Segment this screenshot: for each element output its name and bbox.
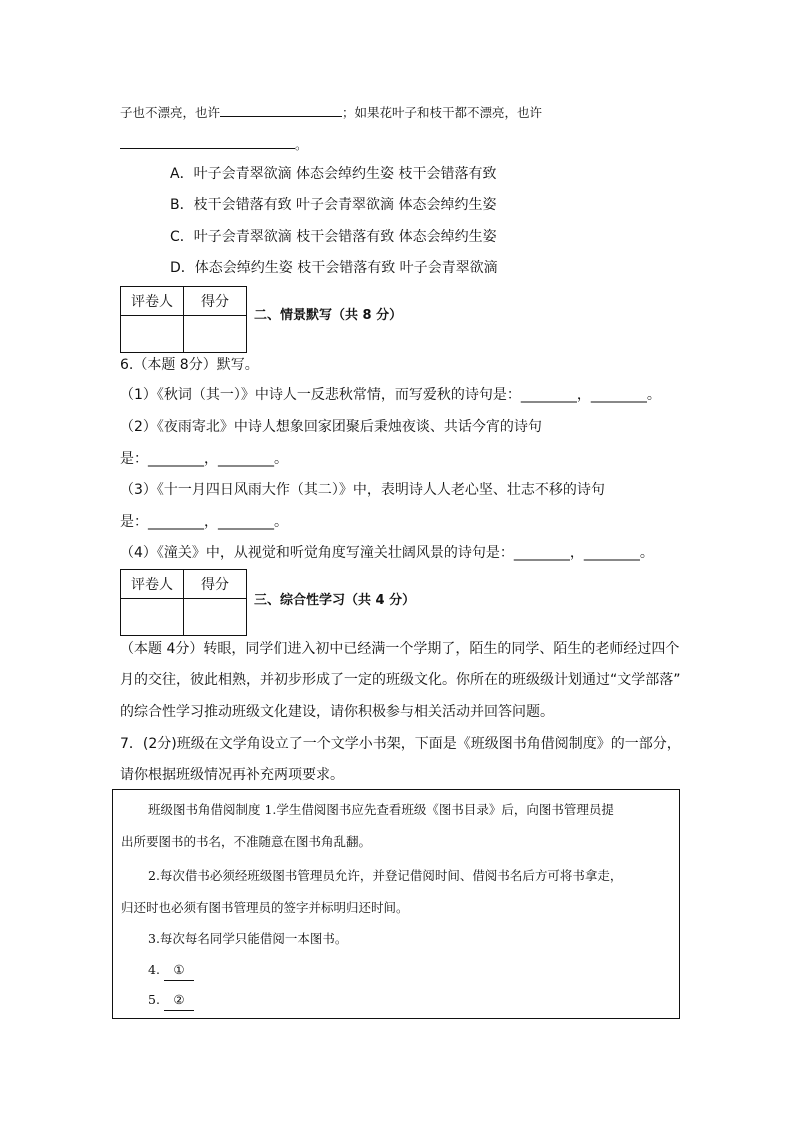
section3-intro-1: （本题 4分）转眼，同学们进入初中已经满一个学期了，陌生的同学、陌生的老师经过四个 <box>120 641 680 657</box>
grader-cell <box>121 599 184 636</box>
rule-3: 3.每次每名同学只能借阅一本图书。 <box>148 931 348 946</box>
section3-title: 三、综合性学习（共 4 分） <box>254 593 416 608</box>
score-table-1 <box>120 286 247 353</box>
q6-title: 6.（本题 8分）默写。 <box>120 357 259 373</box>
q6-item3b: 是：________，________。 <box>120 514 288 530</box>
rule-5-number: 5. <box>148 992 160 1007</box>
rule-2b: 归还时也必须有图书管理员的签字并标明归还时间。 <box>121 900 409 915</box>
q5-line2 <box>120 134 308 155</box>
rule-4-number: 4. <box>148 962 160 977</box>
rule-5-blank: ② <box>164 990 194 1011</box>
option-c: C．叶子会青翠欲滴 枝干会错落有致 体态会绰约生姿 <box>170 229 497 245</box>
q7-line1: 7．(2分)班级在文学角设立了一个文学小书架，下面是《班级图书角借阅制度》的一部分， <box>120 736 681 752</box>
score-cell <box>184 316 247 353</box>
grader-cell <box>121 316 184 353</box>
q5-line1-text-b: ；如果花叶子和枝干都不漂亮，也许 <box>342 105 543 120</box>
rule-1a: 班级图书角借阅制度 1.学生借阅图书应先查看班级《图书目录》后，向图书管理员提 <box>148 802 614 817</box>
q5-line2-end: 。 <box>295 137 308 152</box>
answer-blank <box>120 134 295 149</box>
grader-header: 评卷人 <box>121 570 184 599</box>
rules-box <box>112 789 680 1019</box>
rule-5 <box>148 990 194 1011</box>
section3-intro-2: 月的交往，彼此相熟，并初步形成了一定的班级文化。你所在的班级级计划通过“文学部落” <box>120 672 681 688</box>
option-b: B．枝干会错落有致 叶子会青翠欲滴 体态会绰约生姿 <box>170 197 497 213</box>
option-d: D．体态会绰约生姿 枝干会错落有致 叶子会青翠欲滴 <box>170 260 498 276</box>
score-table-2 <box>120 569 247 636</box>
grader-header: 评卷人 <box>121 287 184 316</box>
q6-item3a: （3）《十一月四日风雨大作（其二）》中，表明诗人人老心坚、壮志不移的诗句 <box>120 482 605 498</box>
score-header: 得分 <box>184 287 247 316</box>
rule-4 <box>148 960 194 981</box>
q6-item4: （4）《潼关》中，从视觉和听觉角度写潼关壮阔风景的诗句是：________，________。 <box>120 545 654 561</box>
option-a: A．叶子会青翠欲滴 体态会绰约生姿 枝干会错落有致 <box>170 166 497 182</box>
q6-item1: （1）《秋词（其一）》中诗人一反悲秋常情，而写爱秋的诗句是：________，________。 <box>120 387 661 403</box>
q6-item2a: （2）《夜雨寄北》中诗人想象回家团聚后秉烛夜谈、共话今宵的诗句 <box>120 419 542 435</box>
q7-line2: 请你根据班级情况再补充两项要求。 <box>120 767 344 783</box>
score-header: 得分 <box>184 570 247 599</box>
rule-4-blank: ① <box>164 960 194 981</box>
section2-title: 二、情景默写（共 8 分） <box>254 308 403 323</box>
q6-item2b: 是：________，________。 <box>120 451 288 467</box>
q5-line1 <box>120 102 542 123</box>
answer-blank <box>220 102 342 117</box>
rule-2a: 2.每次借书必须经班级图书管理员允许，并登记借阅时间、借阅书名后方可将书拿走， <box>148 868 623 883</box>
section3-intro-3: 的综合性学习推动班级文化建设，请你积极参与相关活动并回答问题。 <box>120 704 554 720</box>
q5-line1-text-a: 子也不漂亮，也许 <box>120 105 221 120</box>
score-cell <box>184 599 247 636</box>
rule-1b: 出所要图书的书名，不准随意在图书角乱翻。 <box>121 834 372 849</box>
